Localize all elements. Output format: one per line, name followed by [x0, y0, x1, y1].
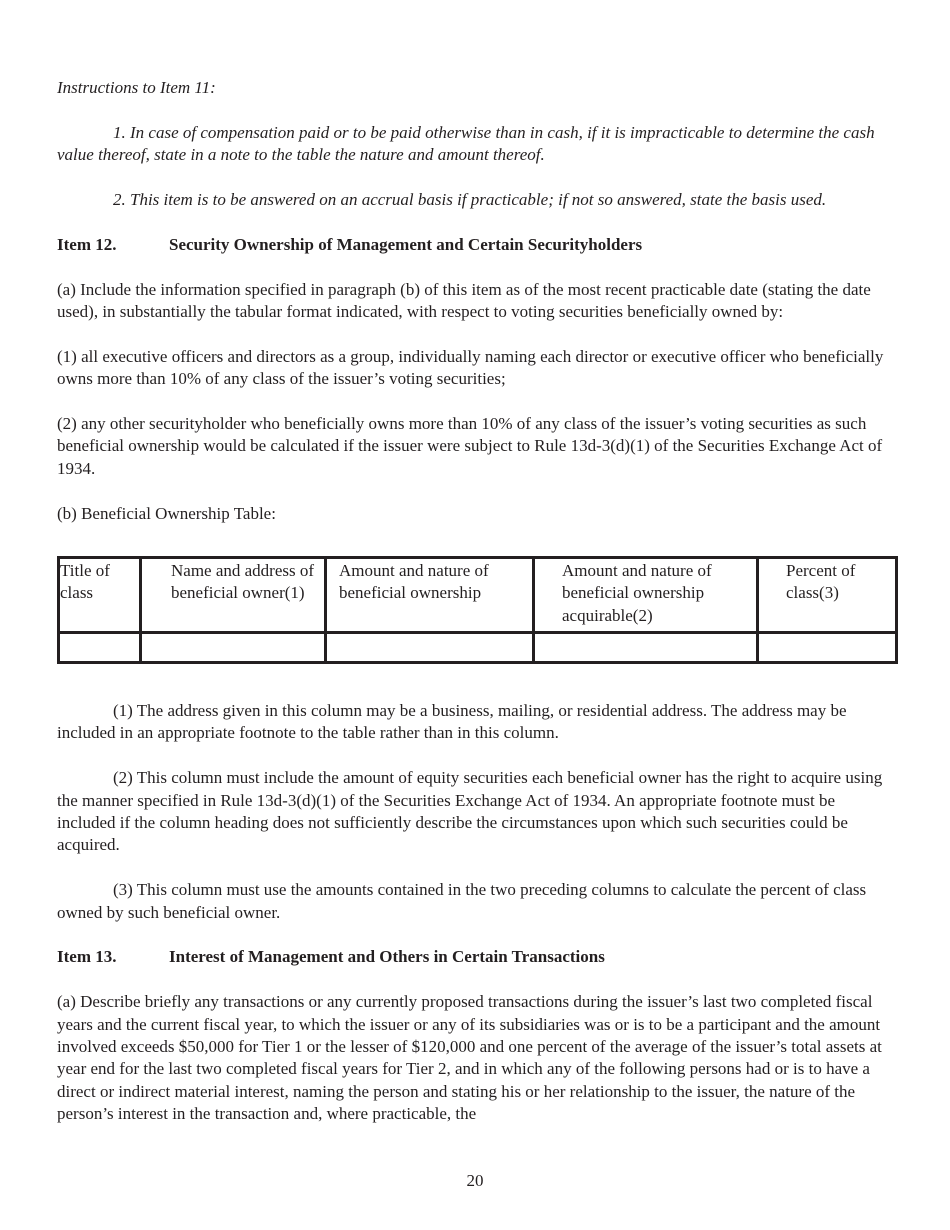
header-amount-acquirable: Amount and nature of beneficial ownership acquirable(2) — [534, 558, 758, 633]
item-12-paragraph-1: (1) all executive officers and directors as a group, individually naming each director or executive officer who beneficially owns more than 10% of any class of the issuer’s voting securities; — [57, 346, 884, 389]
item-12-paragraph-2: (2) any other securityholder who beneficially owns more than 10% of any class of the issuer’s voting securities as such beneficial ownership would be calculated if the issuer were subject to Rule 13d-3(d)(1) of the Securities Exchange Act of 1934. — [57, 414, 883, 478]
table-header-row — [59, 558, 897, 633]
header-name-and-address: Name and address of beneficial owner(1) — [141, 558, 326, 633]
table-cell — [59, 633, 141, 663]
footnote-1: (1) The address given in this column may be a business, mailing, or residential address. The address may be included in an appropriate footnote to the table rather than in this column. — [57, 701, 847, 743]
beneficial-ownership-table — [57, 556, 898, 664]
document-page — [57, 77, 897, 1126]
header-title-of-class: Title of class — [59, 558, 141, 633]
beneficial-ownership-table-wrapper — [57, 556, 897, 664]
footnote-2: (2) This column must include the amount of equity securities each beneficial owner has the right to acquire using the manner specified in Rule 13d-3(d)(1) of the Securities Exchange Act of 1934. An appropriate footnote must be included if the column heading does not sufficiently describe the circumstances upon which such securities could be acquired. — [57, 768, 883, 855]
footnote-3: (3) This column must use the amounts contained in the two preceding columns to calculate the percent of class owned by such beneficial owner. — [57, 880, 867, 922]
header-percent-of-class: Percent of class(3) — [758, 558, 897, 633]
instruction-1: 1. In case of compensation paid or to be paid otherwise than in cash, if it is impracticable to determine the cash value thereof, state in a note to the table the nature and amount thereof. — [57, 122, 875, 165]
table-cell — [141, 633, 326, 663]
table-cell — [326, 633, 534, 663]
item-12-heading — [57, 234, 897, 256]
item-12-number: Item 12. — [57, 234, 117, 254]
instructions-title: Instructions to Item 11: — [57, 78, 216, 97]
header-amount-nature: Amount and nature of beneficial ownership — [326, 558, 534, 633]
instruction-2: 2. This item is to be answered on an accrual basis if practicable; if not so answered, state the basis used. — [113, 190, 827, 209]
item-12-paragraph-a: (a) Include the information specified in paragraph (b) of this item as of the most recent practicable date (stating the date used), in substantially the tabular format indicated, with respect to voting securities beneficially owned by: — [57, 279, 871, 321]
table-cell — [758, 633, 897, 663]
table-cell — [534, 633, 758, 663]
item-12-paragraph-b: (b) Beneficial Ownership Table: — [57, 503, 276, 523]
page-number: 20 — [466, 1171, 484, 1190]
table-row — [59, 633, 897, 663]
item-13-title: Interest of Management and Others in Certain Transactions — [169, 947, 605, 967]
item-13-paragraph-a: (a) Describe briefly any transactions or any currently proposed transactions during the issuer’s last two completed fiscal years and the current fiscal year, to which the issuer or any of its subsidiaries was or is to be a participant and the amount involved exceeds $50,000 for Tier 1 or the lesser of $120,000 and one percent of the average of the issuer’s total assets at year end for the last two completed fiscal years for Tier 2, and in which any of the following persons had or is to have a direct or indirect material interest, naming the person and stating his or her relationship to the issuer, the nature of the person’s interest in the transaction and, where practicable, the — [57, 992, 882, 1124]
item-12-title: Security Ownership of Management and Certain Securityholders — [169, 234, 643, 254]
item-13-heading — [57, 946, 897, 968]
item-13-number: Item 13. — [57, 947, 117, 967]
